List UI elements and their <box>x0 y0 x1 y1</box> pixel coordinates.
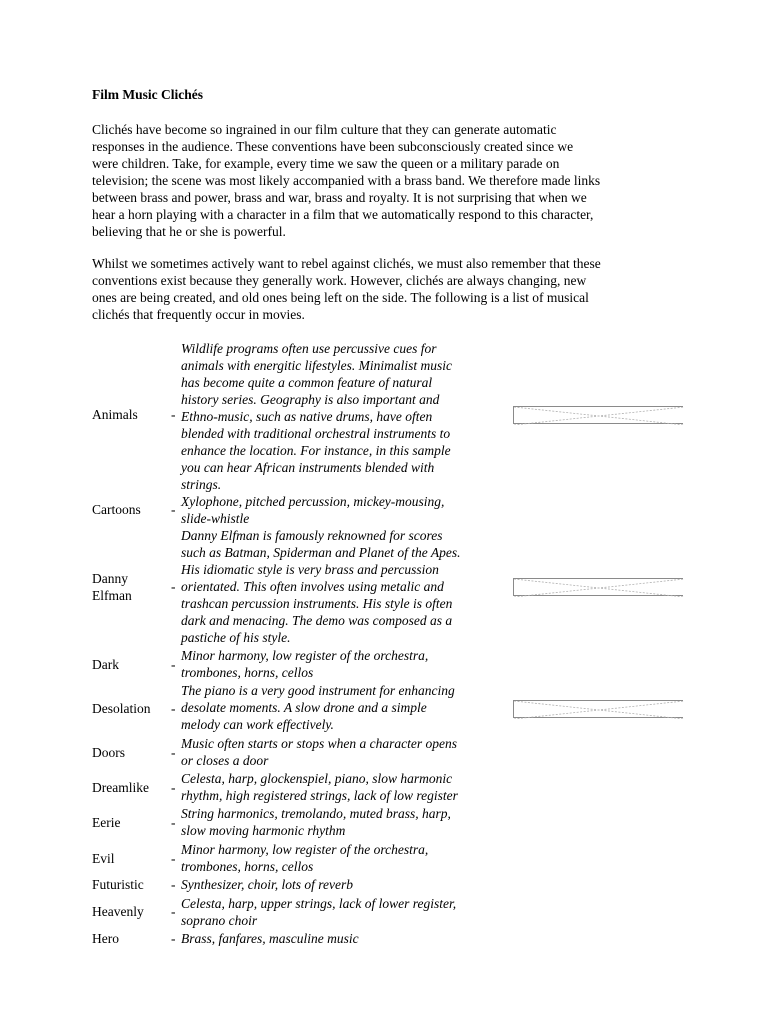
description-line: history series. Geography is also important and <box>181 392 440 407</box>
description-line: desolate moments. A slow drone and a simple <box>181 700 427 715</box>
cliche-description-eerie <box>181 805 451 839</box>
cliche-description-desolation <box>181 682 455 733</box>
cliche-description-futuristic <box>181 876 353 893</box>
term-separator: - <box>171 815 176 830</box>
description-line: Minor harmony, low register of the orchestra, <box>181 648 429 663</box>
description-line: Ethno-music, such as native drums, have often <box>181 409 433 424</box>
term-separator: - <box>171 407 176 422</box>
description-line: slide-whistle <box>181 511 250 526</box>
description-line: you can hear African instruments blended with <box>181 460 435 475</box>
cliche-term-eerie <box>92 814 120 831</box>
paragraph-line: believing that he or she is powerful. <box>92 224 286 239</box>
cliche-term-doors <box>92 744 125 761</box>
cliche-term-cartoons <box>92 501 141 518</box>
audio-sample-animals[interactable] <box>513 406 683 424</box>
term-separator: - <box>171 904 176 919</box>
description-line: blended with traditional orchestral instruments to <box>181 426 451 441</box>
description-line: orientated. This often involves using metalic and <box>181 579 444 594</box>
term-separator: - <box>171 851 176 866</box>
term-separator: - <box>171 745 176 760</box>
description-line: animals with energitic lifestyles. Minimalist music <box>181 358 452 373</box>
term-separator: - <box>171 780 176 795</box>
cliche-description-evil <box>181 841 428 875</box>
description-line: enhance the location. For instance, in this sample <box>181 443 451 458</box>
paragraph-line: Clichés have become so ingrained in our film culture that they can generate automatic <box>92 122 557 137</box>
cliche-term-desolation <box>92 700 151 717</box>
media-placeholder-icon <box>514 701 684 719</box>
description-line: strings. <box>181 477 222 492</box>
description-line: String harmonics, tremolando, muted brass, harp, <box>181 806 451 821</box>
description-line: such as Batman, Spiderman and Planet of the Apes. <box>181 545 461 560</box>
term-line: Futuristic <box>92 877 144 892</box>
description-line: Wildlife programs often use percussive cues for <box>181 341 437 356</box>
term-line: Elfman <box>92 588 132 603</box>
description-line: The piano is a very good instrument for enhancing <box>181 683 455 698</box>
description-line: Xylophone, pitched percussion, mickey-mousing, <box>181 494 445 509</box>
cliche-term-heavenly <box>92 903 144 920</box>
description-line: soprano choir <box>181 913 258 928</box>
term-separator: - <box>171 502 176 517</box>
paragraph-line: between brass and power, brass and war, brass and royalty. It is not surprising that when we <box>92 190 587 205</box>
description-line: or closes a door <box>181 753 269 768</box>
term-separator: - <box>171 931 176 946</box>
term-line: Desolation <box>92 701 151 716</box>
description-line: Music often starts or stops when a character opens <box>181 736 457 751</box>
document-title: Film Music Clichés <box>92 87 203 102</box>
description-line: Celesta, harp, upper strings, lack of lower register, <box>181 896 457 911</box>
description-line: Brass, fanfares, masculine music <box>181 931 359 946</box>
description-line: Synthesizer, choir, lots of reverb <box>181 877 353 892</box>
second-paragraph <box>92 255 682 323</box>
cliche-description-cartoons <box>181 493 444 527</box>
media-placeholder-icon <box>514 407 684 425</box>
paragraph-line: Whilst we sometimes actively want to rebel against clichés, we must also remember that these <box>92 256 601 271</box>
paragraph-line: hear a horn playing with a character in a film that we automatically respond to this character, <box>92 207 594 222</box>
cliche-description-danny-elfman <box>181 527 460 646</box>
description-line: Celesta, harp, glockenspiel, piano, slow harmonic <box>181 771 453 786</box>
cliche-description-heavenly <box>181 895 456 929</box>
paragraph-line: ones are being created, and old ones being left on the side. The following is a list of musical <box>92 290 589 305</box>
cliche-term-evil <box>92 850 115 867</box>
term-separator: - <box>171 877 176 892</box>
description-line: rhythm, high registered strings, lack of low register <box>181 788 458 803</box>
paragraph-line: responses in the audience. These conventions have been subconsciously created since we <box>92 139 574 154</box>
description-line: trashcan percussion instruments. His style is often <box>181 596 453 611</box>
description-line: melody can work effectively. <box>181 717 334 732</box>
intro-paragraph <box>92 121 682 240</box>
paragraph-line: clichés that frequently occur in movies. <box>92 307 305 322</box>
audio-sample-desolation[interactable] <box>513 700 683 718</box>
cliche-description-hero <box>181 930 359 947</box>
paragraph-line: television; the scene was most likely accompanied with a brass band. We therefore made links <box>92 173 601 188</box>
term-line: Eerie <box>92 815 121 830</box>
description-line: Danny Elfman is famously reknowned for scores <box>181 528 443 543</box>
term-line: Dreamlike <box>92 780 149 795</box>
description-line: trombones, horns, cellos <box>181 859 314 874</box>
term-line: Cartoons <box>92 502 141 517</box>
cliche-description-animals <box>181 340 452 493</box>
cliche-term-danny-elfman <box>92 570 132 604</box>
cliche-term-futuristic <box>92 876 144 893</box>
description-line: pastiche of his style. <box>181 630 291 645</box>
term-line: Heavenly <box>92 904 144 919</box>
audio-sample-danny-elfman[interactable] <box>513 578 683 596</box>
paragraph-line: conventions exist because they generally work. However, clichés are always changing, new <box>92 273 587 288</box>
description-line: slow moving harmonic rhythm <box>181 823 346 838</box>
term-line: Evil <box>92 851 115 866</box>
cliche-description-dark <box>181 647 428 681</box>
description-line: has become quite a common feature of natural <box>181 375 433 390</box>
term-line: Animals <box>92 407 138 422</box>
term-separator: - <box>171 657 176 672</box>
cliche-description-doors <box>181 735 457 769</box>
term-line: Danny <box>92 571 128 586</box>
description-line: Minor harmony, low register of the orchestra, <box>181 842 429 857</box>
cliche-term-dark <box>92 656 119 673</box>
term-line: Dark <box>92 657 119 672</box>
cliche-description-dreamlike <box>181 770 458 804</box>
cliche-term-hero <box>92 930 119 947</box>
term-separator: - <box>171 579 176 594</box>
media-placeholder-icon <box>514 579 684 597</box>
term-line: Hero <box>92 931 119 946</box>
cliche-term-dreamlike <box>92 779 149 796</box>
paragraph-line: were children. Take, for example, every time we saw the queen or a military parade on <box>92 156 560 171</box>
description-line: trombones, horns, cellos <box>181 665 314 680</box>
term-separator: - <box>171 701 176 716</box>
description-line: dark and menacing. The demo was composed as a <box>181 613 453 628</box>
term-line: Doors <box>92 745 125 760</box>
description-line: His idiomatic style is very brass and percussion <box>181 562 439 577</box>
cliche-term-animals <box>92 406 138 423</box>
